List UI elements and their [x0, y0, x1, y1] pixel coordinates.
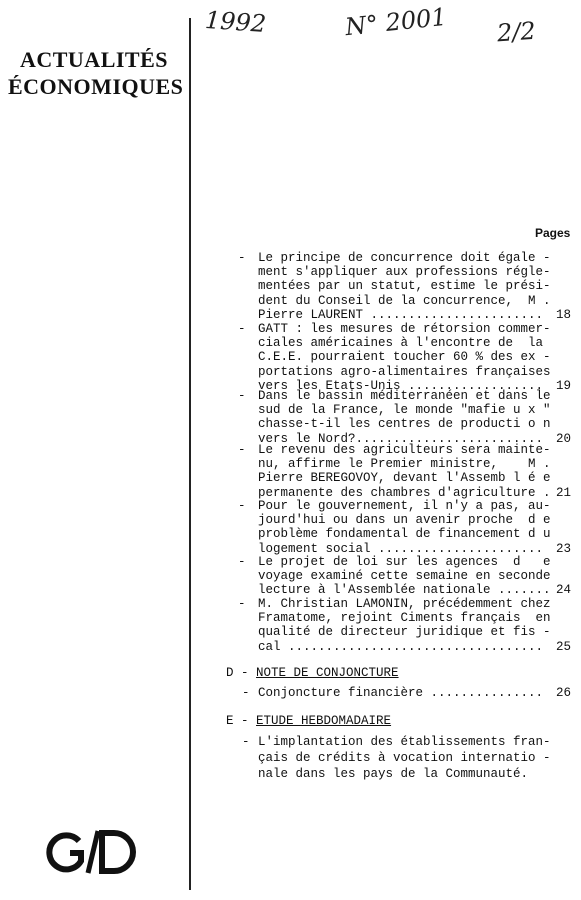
section-d-dash: - [242, 686, 250, 700]
entry-page-number: 25 [556, 639, 572, 654]
entry-line: ciales américaines à l'encontre de la [258, 336, 544, 351]
toc-entry [238, 499, 575, 556]
entry-line: vers les Etats-Unis .................. [258, 378, 544, 393]
vertical-divider [189, 18, 191, 890]
entry-page-number: 20 [556, 431, 572, 446]
entry-line: cal .................................. [258, 639, 544, 654]
section-e-letter: E - [226, 714, 249, 728]
section-e-title: ETUDE HEBDOMADAIRE [256, 714, 392, 728]
entry-line: dent du Conseil de la concurrence, M . [258, 293, 551, 308]
entry-line: Pour le gouvernement, il n'y a pas, au- [258, 499, 551, 513]
entry-dash: - [238, 597, 246, 611]
entry-line: Pierre BEREGOVOY, devant l'Assemb l é e [258, 471, 551, 486]
section-e-heading [226, 714, 391, 728]
entry-line: portations agro-alimentaires françaises [258, 364, 551, 379]
entry-line: Le projet de loi sur les agences d e [258, 555, 551, 569]
section-d-heading [226, 666, 399, 680]
section-d-letter: D - [226, 666, 249, 680]
gd-logo-icon [46, 827, 141, 882]
entry-dash: - [238, 322, 246, 336]
entry-page-number: 23 [556, 541, 572, 556]
entry-dash: - [238, 499, 246, 513]
entry-line: problème fondamental de financement d u [258, 527, 551, 542]
toc-entry [238, 389, 575, 446]
handwritten-number: N° 2001 [343, 2, 448, 42]
entry-line: logement social ...................... [258, 541, 544, 556]
entry-line: jourd'hui ou dans un avenir proche d e [258, 513, 551, 528]
toc-entry [238, 597, 575, 654]
section-d-item [242, 686, 576, 702]
entry-line: M. Christian LAMONIN, précédemment chez [258, 597, 551, 611]
section-d-item-text: Conjoncture financière ............... [258, 686, 544, 700]
entry-line: C.E.E. pourraient toucher 60 % des ex - [258, 350, 551, 365]
section-d-title: NOTE DE CONJONCTURE [256, 666, 399, 680]
section-e-dash: - [242, 735, 250, 749]
handwritten-part: 2/2 [496, 16, 537, 48]
entry-page-number: 19 [556, 378, 572, 393]
handwritten-year: 1992 [204, 5, 267, 39]
entry-page-number: 21 [556, 485, 572, 500]
section-d-page: 26 [556, 686, 572, 700]
entry-line: GATT : les mesures de rétorsion commer- [258, 322, 551, 336]
entry-line: chasse-t-il les centres de producti o n [258, 417, 551, 432]
entry-line: Le revenu des agriculteurs sera mainte- [258, 443, 551, 457]
entry-line: permanente des chambres d'agriculture . [258, 485, 551, 500]
entry-line: mentées par un statut, estime le prési- [258, 279, 551, 294]
entry-line: lecture à l'Assemblée nationale ....... [258, 583, 551, 598]
entry-dash: - [238, 443, 246, 457]
entry-line: voyage examiné cette semaine en seconde [258, 569, 551, 584]
entry-line: vers le Nord?......................... [258, 431, 544, 446]
section-e-line: nale dans les pays de la Communauté. [258, 767, 529, 781]
entry-page-number: 18 [556, 307, 572, 322]
entry-line: Pierre LAURENT ....................... [258, 307, 544, 322]
entry-dash: - [238, 251, 246, 265]
toc-entry [238, 555, 575, 598]
masthead-line-2: ÉCONOMIQUES [8, 74, 184, 99]
entry-dash: - [238, 555, 246, 569]
entry-line: Dans le bassin méditerranéen et dans le [258, 389, 551, 403]
section-e-item [242, 735, 576, 783]
entry-dash: - [238, 389, 246, 403]
masthead [8, 46, 184, 100]
entry-line: Le principe de concurrence doit égale - [258, 251, 551, 265]
entry-line: nu, affirme le Premier ministre, M . [258, 457, 551, 472]
pages-header: Pages [535, 226, 571, 240]
toc-entry [238, 322, 575, 393]
toc-entry [238, 251, 575, 322]
masthead-line-1: ACTUALITÉS [19, 47, 169, 72]
entry-page-number: 24 [556, 583, 572, 598]
entry-line: ment s'appliquer aux professions régle- [258, 265, 551, 280]
toc-entry [238, 443, 575, 500]
section-e-line: L'implantation des établissements fran- [258, 735, 551, 749]
entry-line: qualité de directeur juridique et fis - [258, 625, 551, 640]
entry-line: Framatome, rejoint Ciments français en [258, 611, 551, 626]
section-e-line: çais de crédits à vocation internatio - [258, 751, 551, 765]
entry-line: sud de la France, le monde "mafie u x " [258, 403, 551, 418]
